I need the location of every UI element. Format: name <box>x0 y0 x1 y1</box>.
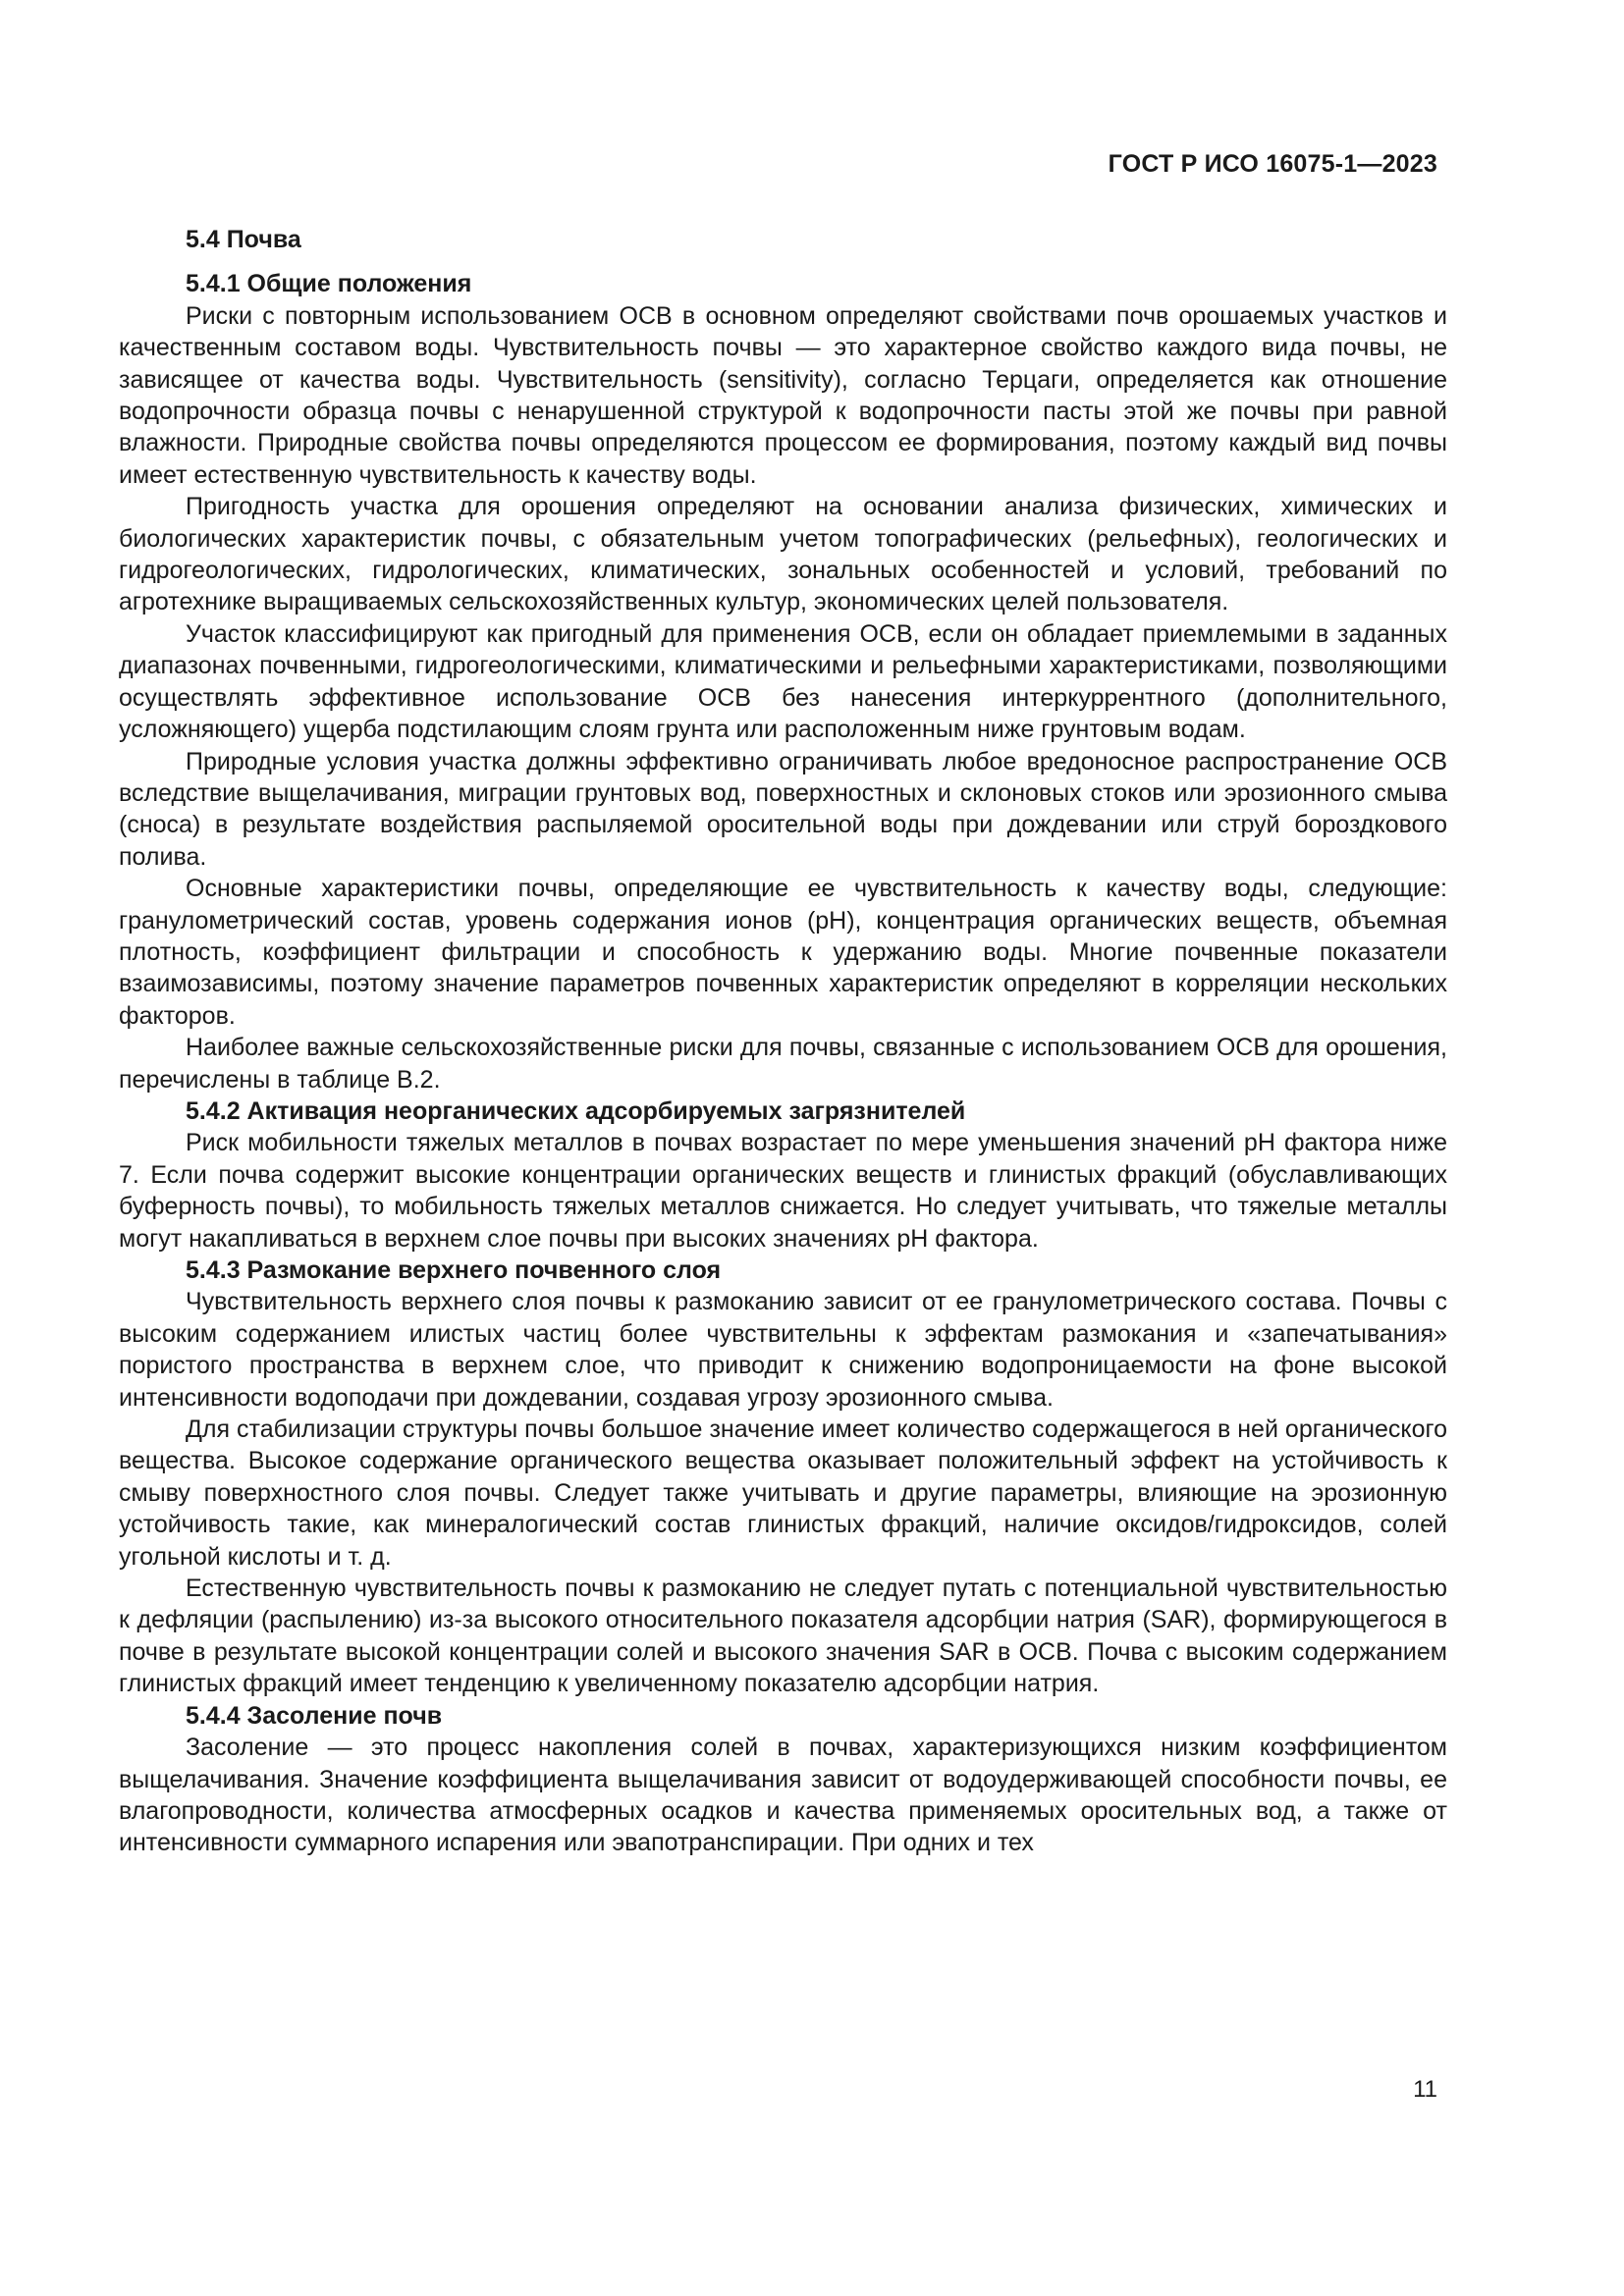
paragraph: Естественную чувствительность почвы к размоканию не следует путать с потенциальной чувствительностью к дефляции (распылению) из-за высокого относительного показателя адсорбции натрия (SAR), формирующегося в почве в результате высокой концентрации солей и высокого значения SAR в ОСВ. Почва с высоким содержанием глинистых фракций имеет тенденцию к увеличенному показателю адсорбции натрия. <box>119 1575 1447 1698</box>
paragraph: Чувствительность верхнего слоя почвы к размоканию зависит от ее гранулометрического состава. Почвы с высоким содержанием илистых частиц более чувствительны к эффектам размокания и «запечатывания» пористого пространства в верхнем слое, что приводит к снижению водопроницаемости на фоне высокой интенсивности водоподачи при дождевании, создавая угрозу эрозионного смыва. <box>119 1288 1447 1412</box>
paragraph: Засоление — это процесс накопления солей в почвах, характеризующихся низким коэффициентом выщелачивания. Значение коэффициента выщелачивания зависит от водоудерживающей способности почвы, ее влагопроводности, количества атмосферных осадков и качества применяемых оросительных вод, а также от интенсивности суммарного испарения или эвапотранспирации. При одних и тех <box>119 1734 1447 1857</box>
paragraph: Природные условия участка должны эффективно ограничивать любое вредоносное распространение ОСВ вследствие выщелачивания, миграции грунтовых вод, поверхностных и склоновых стоков или эрозионного смыва (сноса) в результате воздействия распыляемой оросительной воды при дождевании или струй бороздкового полива. <box>119 747 1447 871</box>
subsection-title: 5.4.4 Засоление почв <box>186 1701 443 1730</box>
paragraph: Риски с повторным использованием ОСВ в основном определяют свойствами почв орошаемых участков и качественным составом воды. Чувствительность почвы — это характерное свойство каждого вида почвы, не зависящее от качества воды. Чувствительность (sensitivity), согласно Терцаги, определяется как отношение водопрочности образца почвы с ненарушенной структурой к водопрочности пасты этой же почвы при равной влажности. Природные свойства почвы определяются процессом ее формирования, поэтому каждый вид почвы имеет естественную чувствительность к качеству воды. <box>119 301 1447 489</box>
paragraph: Основные характеристики почвы, определяющие ее чувствительность к качеству воды, следующие: гранулометрический состав, уровень содержания ионов (pH), концентрация органических веществ, объемная плотность, коэффициент фильтрации и способность к удержанию воды. Многие почвенные показатели взаимозависимы, поэтому значение параметров почвенных характеристик определяют в корреляции нескольких факторов. <box>119 875 1447 1030</box>
page-number: 11 <box>1413 2076 1437 2103</box>
paragraph: Пригодность участка для орошения определяют на основании анализа физических, химических и биологических характеристик почвы, с обязательным учетом топографических (рельефных), геологических и гидрогеологических, гидрологических, климатических, зональных особенностей и условий, требований по агротехнике выращиваемых сельскохозяйственных культур, экономических целей пользователя. <box>119 493 1447 616</box>
section-title: 5.4 Почва <box>186 226 301 253</box>
subsection-title: 5.4.2 Активация неорганических адсорбируемых загрязнителей <box>186 1096 966 1125</box>
paragraph: Для стабилизации структуры почвы большое значение имеет количество содержащегося в ней органического вещества. Высокое содержание органического вещества оказывает положительный эффект на устойчивость к смыву поверхностного слоя почвы. Следует также учитывать и другие параметры, влияющие на эрозионную устойчивость такие, как минералогический состав глинистых фракций, наличие оксидов/гидроксидов, солей угольной кислоты и т. д. <box>119 1415 1447 1571</box>
document-body <box>119 224 1447 1859</box>
subsection-title: 5.4.3 Размокание верхнего почвенного слоя <box>186 1256 722 1284</box>
paragraph: Наиболее важные сельскохозяйственные риски для почвы, связанные с использованием ОСВ для орошения, перечислены в таблице В.2. <box>119 1034 1447 1094</box>
paragraph: Риск мобильности тяжелых металлов в почвах возрастает по мере уменьшения значений pH фактора ниже 7. Если почва содержит высокие концентрации органических веществ и глинистых фракций (обуславливающих буферность почвы), то мобильность тяжелых металлов снижается. Но следует учитывать, что тяжелые металлы могут накапливаться в верхнем слое почвы при высоких значениях pH фактора. <box>119 1129 1447 1253</box>
document-header-id: ГОСТ Р ИСО 16075-1—2023 <box>1108 150 1437 178</box>
subsection-title: 5.4.1 Общие положения <box>186 270 472 298</box>
paragraph: Участок классифицируют как пригодный для применения ОСВ, если он обладает приемлемыми в заданных диапазонах почвенными, гидрогеологическими, климатическими и рельефными характеристиками, позволяющими осуществлять эффективное использование ОСВ без нанесения интеркуррентного (дополнительного, усложняющего) ущерба подстилающим слоям грунта или расположенным ниже грунтовым водам. <box>119 619 1447 744</box>
